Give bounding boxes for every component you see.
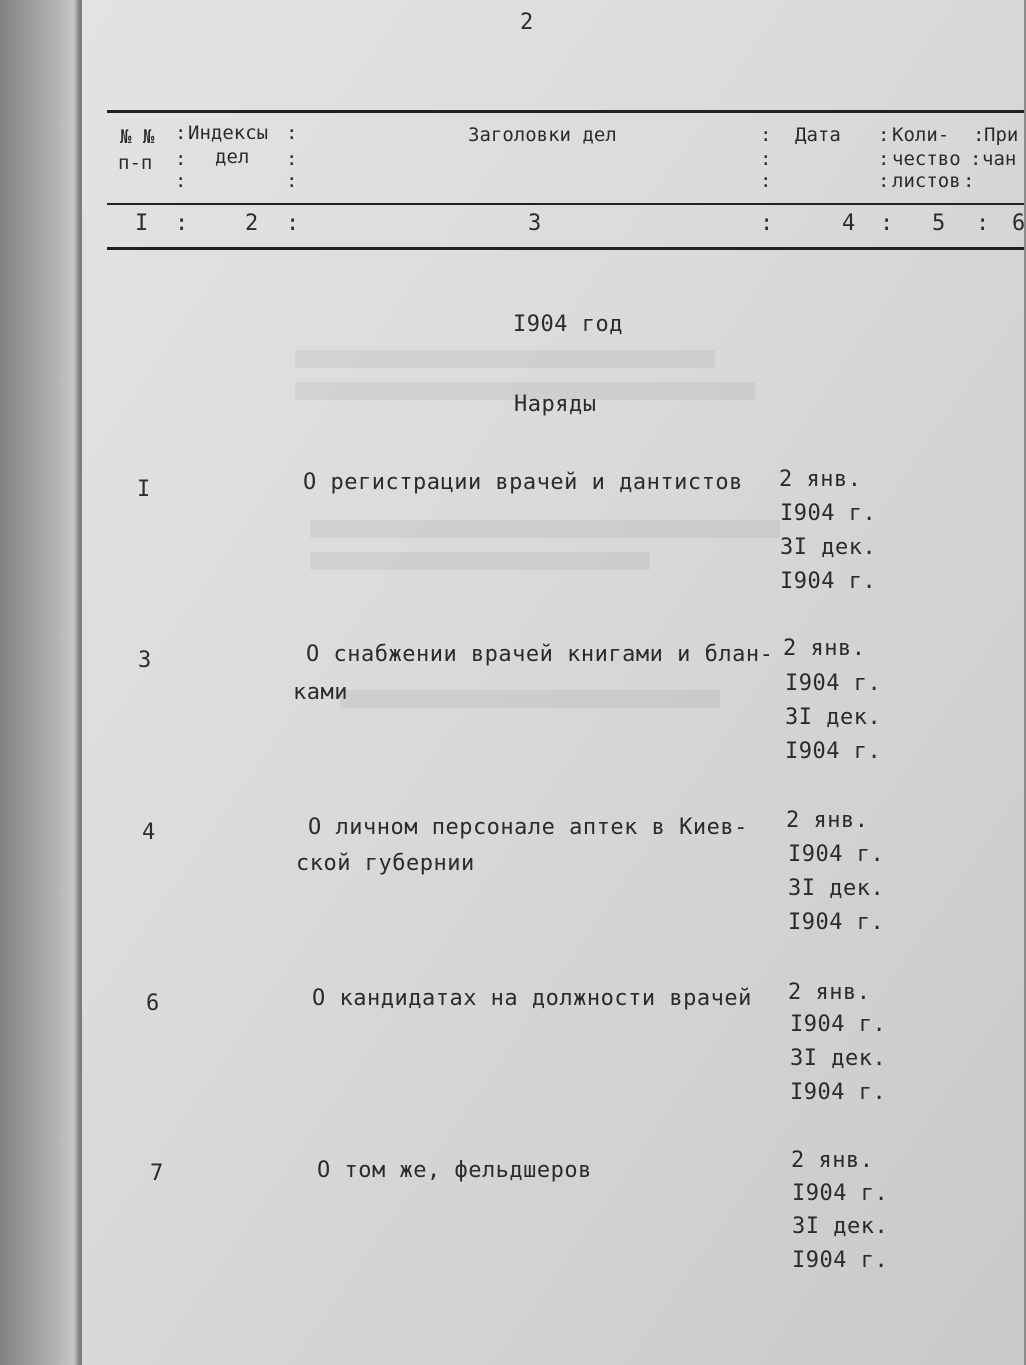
header-count-label: Коли- bbox=[892, 124, 950, 146]
entry-date-start: 2 янв. bbox=[786, 808, 869, 833]
entry-number: I bbox=[137, 477, 151, 502]
col-separator: : bbox=[175, 170, 187, 192]
entry-date-end: 3I дек. bbox=[780, 535, 877, 560]
col-separator: : bbox=[175, 211, 189, 236]
entry-number: 6 bbox=[146, 991, 160, 1016]
header-index-label: Индексы bbox=[188, 122, 269, 144]
col-separator: : bbox=[286, 170, 298, 192]
section-title: Наряды bbox=[514, 392, 597, 417]
col-separator: : bbox=[963, 170, 975, 192]
header-count-label-2: чество bbox=[892, 148, 961, 170]
entry-title: О регистрации врачей и дантистов bbox=[303, 470, 743, 495]
col-separator: : bbox=[878, 170, 890, 192]
entry-date-end-year: I904 г. bbox=[790, 1080, 887, 1105]
header-top-rule bbox=[107, 110, 1024, 113]
entry-date-start-year: I904 г. bbox=[792, 1181, 889, 1206]
col-separator: : bbox=[973, 124, 985, 146]
entry-date-start-year: I904 г. bbox=[780, 501, 877, 526]
bleed-through bbox=[310, 520, 780, 538]
col-separator: : bbox=[760, 211, 774, 236]
header-notes-label: При bbox=[984, 124, 1019, 146]
col-separator: : bbox=[286, 211, 300, 236]
header-index-label-2: дел bbox=[215, 146, 250, 168]
entry-date-start-year: I904 г. bbox=[790, 1012, 887, 1037]
document-page bbox=[80, 0, 1024, 1365]
bleed-through bbox=[310, 552, 650, 570]
header-count-label-3: листов bbox=[892, 170, 961, 192]
binding-edge bbox=[0, 0, 80, 1365]
col-separator: : bbox=[760, 124, 772, 146]
section-year: I904 год bbox=[513, 312, 623, 337]
header-title-label: Заголовки дел bbox=[468, 124, 617, 146]
entry-date-start: 2 янв. bbox=[779, 467, 862, 492]
col-number-2: 2 bbox=[245, 211, 259, 236]
entry-date-start: 2 янв. bbox=[783, 636, 866, 661]
entry-date-end: 3I дек. bbox=[792, 1214, 889, 1239]
entry-number: 3 bbox=[138, 648, 152, 673]
col-number-5: 5 bbox=[932, 211, 946, 236]
page-edge bbox=[80, 0, 82, 1365]
entry-title: О личном персонале аптек в Киев- bbox=[308, 815, 748, 840]
entry-date-start: 2 янв. bbox=[791, 1148, 874, 1173]
entry-date-start-year: I904 г. bbox=[788, 842, 885, 867]
header-num-label: № № bbox=[120, 126, 155, 148]
header-mid-rule bbox=[107, 203, 1024, 205]
entry-date-start-year: I904 г. bbox=[785, 671, 882, 696]
entry-title: О кандидатах на должности врачей bbox=[312, 986, 752, 1011]
col-separator: : bbox=[286, 148, 298, 170]
col-number-3: 3 bbox=[528, 211, 542, 236]
col-number-4: 4 bbox=[842, 211, 856, 236]
entry-title-cont: ками bbox=[293, 680, 348, 705]
col-separator: : bbox=[878, 124, 890, 146]
header-num-label-2: п-п bbox=[118, 152, 153, 174]
entry-title: О том же, фельдшеров bbox=[317, 1158, 592, 1183]
col-number-1: I bbox=[135, 211, 149, 236]
entry-date-end: 3I дек. bbox=[785, 705, 882, 730]
bleed-through bbox=[340, 690, 720, 708]
entry-number: 7 bbox=[150, 1161, 164, 1186]
entry-date-start: 2 янв. bbox=[788, 980, 871, 1005]
bleed-through bbox=[295, 350, 715, 368]
page-number: 2 bbox=[520, 10, 534, 35]
entry-date-end-year: I904 г. bbox=[780, 569, 877, 594]
col-separator: : bbox=[976, 211, 990, 236]
header-date-label: Дата bbox=[795, 124, 841, 146]
entry-date-end: 3I дек. bbox=[790, 1046, 887, 1071]
entry-date-end: 3I дек. bbox=[788, 876, 885, 901]
col-separator: : bbox=[175, 148, 187, 170]
header-notes-label-2: чан bbox=[982, 148, 1017, 170]
entry-date-end-year: I904 г. bbox=[788, 910, 885, 935]
col-separator: : bbox=[286, 122, 298, 144]
entry-title: О снабжении врачей книгами и блан- bbox=[306, 642, 774, 667]
entry-number: 4 bbox=[142, 820, 156, 845]
col-separator: : bbox=[970, 148, 982, 170]
entry-date-end-year: I904 г. bbox=[785, 739, 882, 764]
col-separator: : bbox=[175, 122, 187, 144]
entry-title-cont: ской губернии bbox=[296, 851, 475, 876]
col-separator: : bbox=[760, 170, 772, 192]
col-separator: : bbox=[880, 211, 894, 236]
header-bottom-rule bbox=[107, 247, 1024, 250]
col-separator: : bbox=[878, 148, 890, 170]
col-number-6: 6 bbox=[1012, 211, 1026, 236]
col-separator: : bbox=[760, 148, 772, 170]
entry-date-end-year: I904 г. bbox=[792, 1248, 889, 1273]
